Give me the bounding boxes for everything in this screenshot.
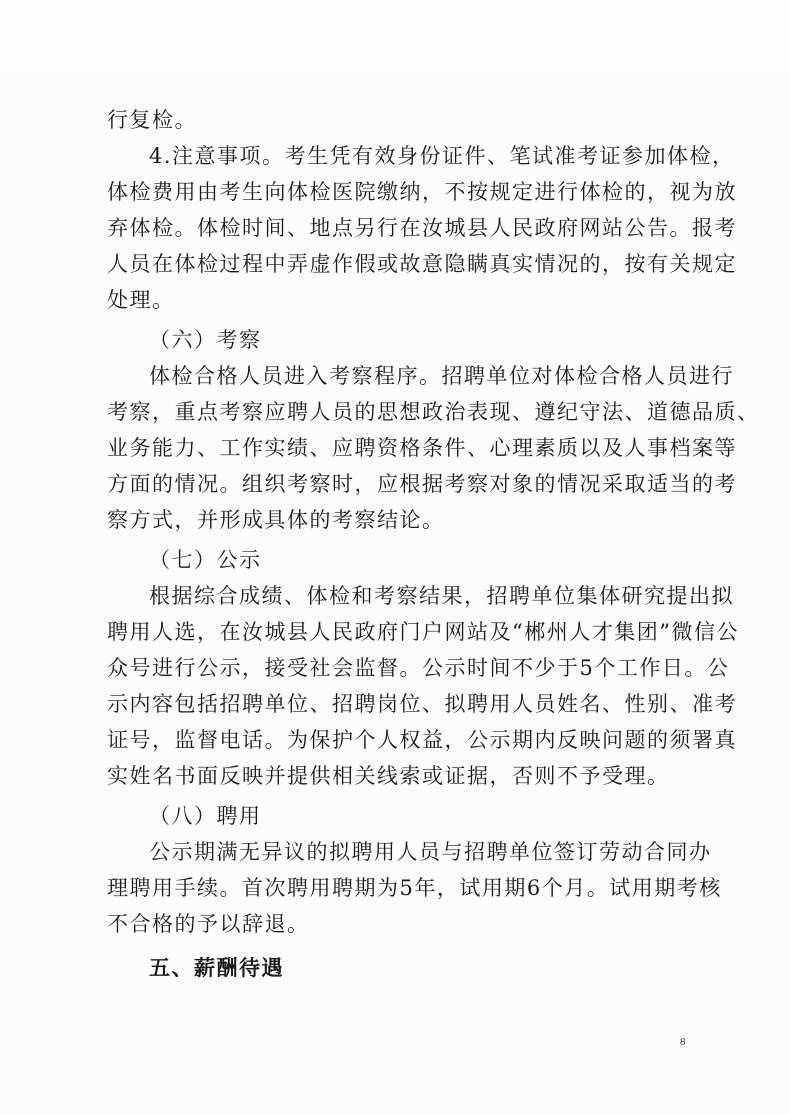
section-heading-inspection: （六）考察: [149, 328, 262, 352]
paragraph-line: 不合格的予以辞退。: [107, 912, 310, 936]
paragraph-line: 证号，监督电话。为保护个人权益，公示期内反映问题的须署真: [107, 728, 737, 752]
paragraph-line: 体检费用由考生向体检医院缴纳，不按规定进行体检的，视为放: [107, 180, 737, 204]
paragraph-line: 方面的情况。组织考察时，应根据考察对象的情况采取适当的考: [107, 472, 737, 496]
paragraph-line: 实姓名书面反映并提供相关线索或证据，否则不予受理。: [107, 764, 670, 788]
paragraph-line: 示内容包括招聘单位、招聘岗位、拟聘用人员姓名、性别、准考: [107, 692, 737, 716]
paragraph-line: 处理。: [107, 288, 175, 312]
section-heading-employment: （八）聘用: [149, 804, 262, 828]
paragraph-line: 公示期满无异议的拟聘用人员与招聘单位签订劳动合同办: [149, 840, 712, 864]
paragraph-line: 察方式，并形成具体的考察结论。: [107, 508, 445, 532]
paragraph-line: 聘用人选，在汝城县人民政府门户网站及“郴州人才集团”微信公: [107, 620, 739, 644]
paragraph-line: 弃体检。体检时间、地点另行在汝城县人民政府网站公告。报考: [107, 216, 737, 240]
chapter-heading-salary: 五、薪酬待遇: [149, 956, 284, 980]
paragraph-line: 人员在体检过程中弄虚作假或故意隐瞒真实情况的，按有关规定: [107, 252, 737, 276]
paragraph-line: 考察，重点考察应聘人员的思想政治表现、遵纪守法、道德品质、: [107, 400, 760, 424]
paragraph-line: 根据综合成绩、体检和考察结果，招聘单位集体研究提出拟: [149, 584, 734, 608]
section-heading-publicity: （七）公示: [149, 548, 262, 572]
paragraph-line: 业务能力、工作实绩、应聘资格条件、心理素质以及人事档案等: [107, 436, 737, 460]
paragraph-line: 理聘用手续。首次聘用聘期为5年，试用期6个月。试用期考核: [107, 876, 722, 900]
document-body: [107, 102, 760, 986]
paragraph-line: 4.注意事项。考生凭有效身份证件、笔试准考证参加体检，: [149, 144, 735, 168]
paragraph-line: 众号进行公示，接受社会监督。公示时间不少于5个工作日。公: [107, 656, 730, 680]
paragraph-line: 体检合格人员进入考察程序。招聘单位对体检合格人员进行: [149, 364, 734, 388]
page-number: 8: [680, 1036, 686, 1048]
paragraph-line: 行复检。: [107, 108, 197, 132]
